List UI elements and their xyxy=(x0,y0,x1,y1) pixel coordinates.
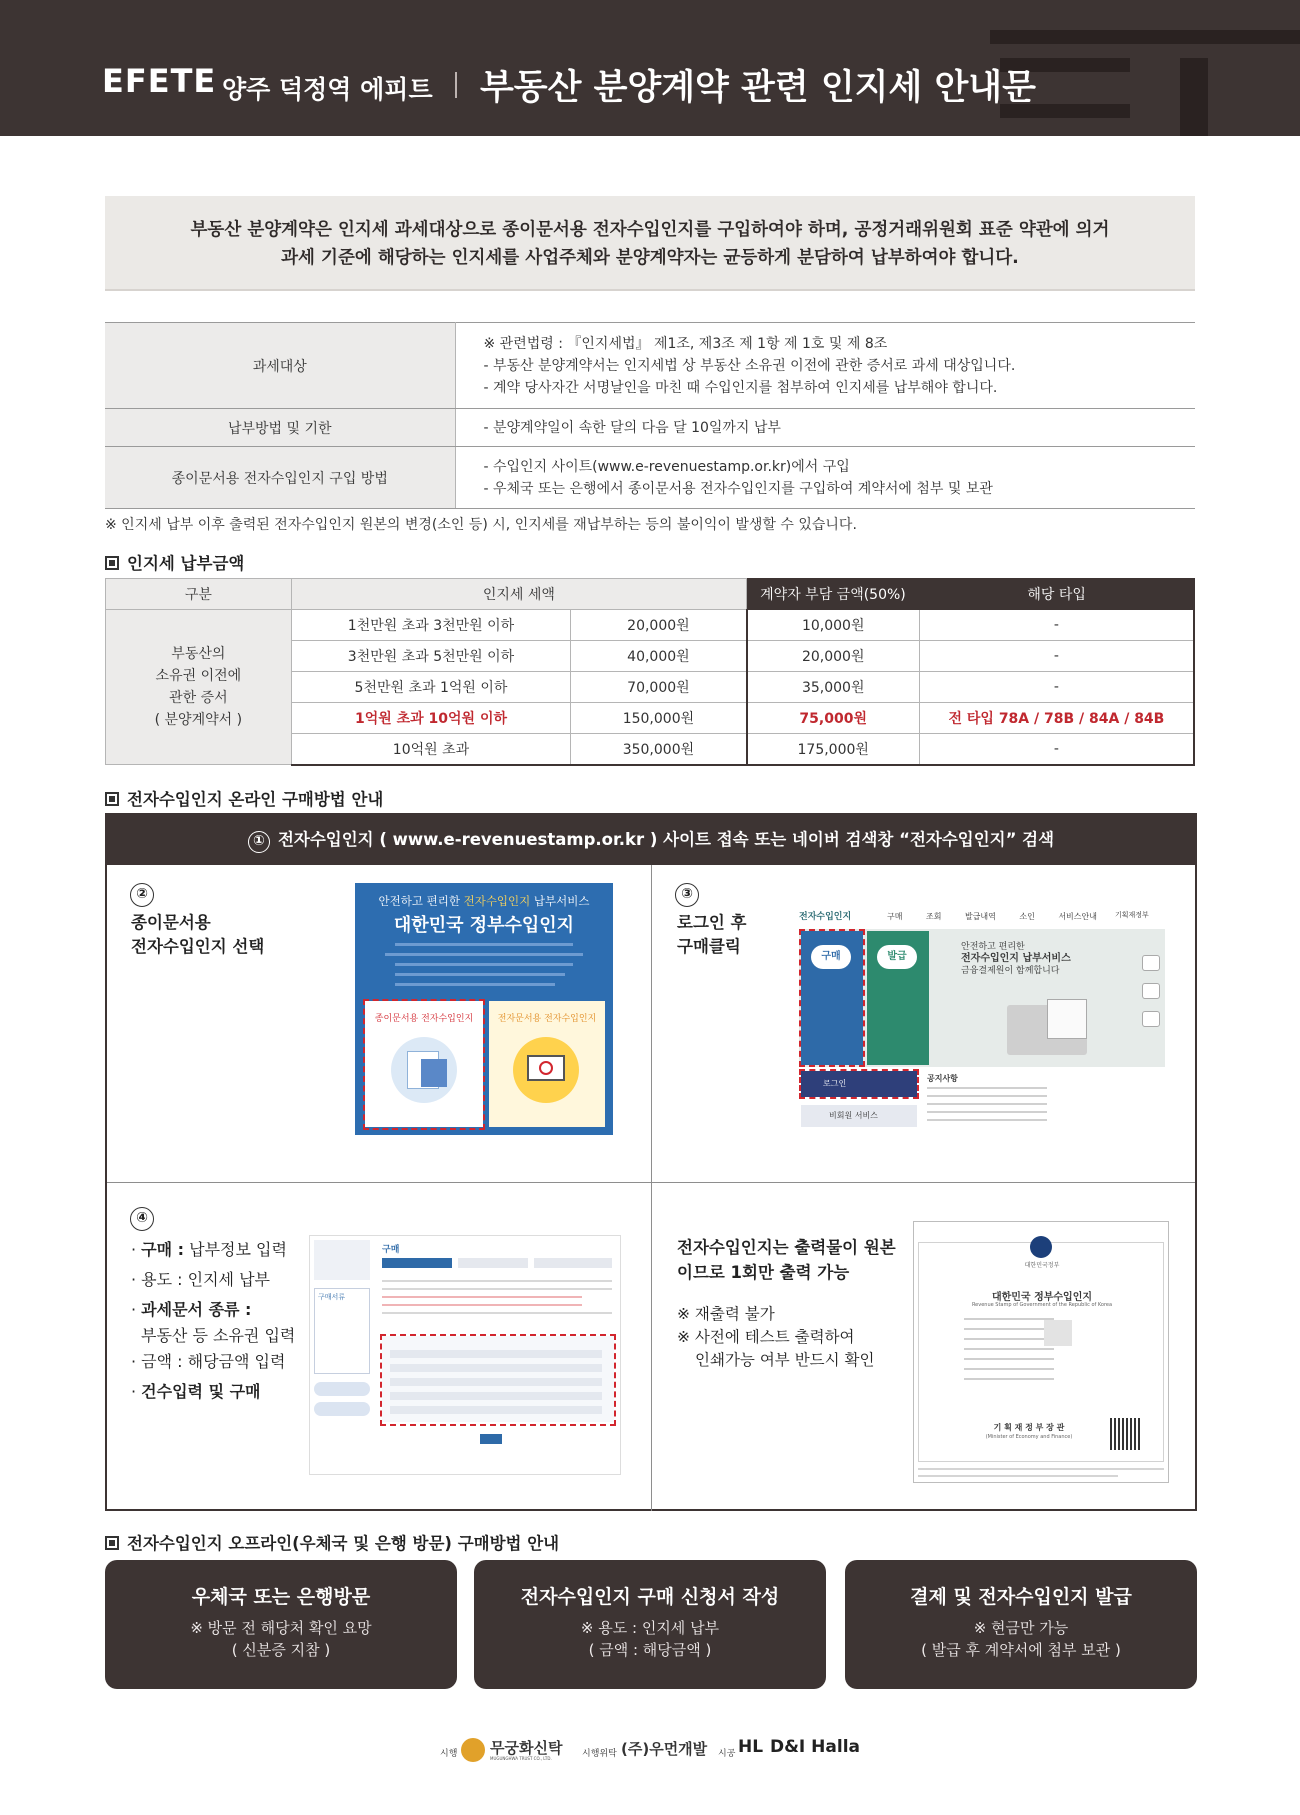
site-name: 전자수입인지 xyxy=(799,912,852,922)
step4-item: · 건수입력 및 구매 xyxy=(131,1382,261,1401)
info-row xyxy=(105,409,1195,447)
tax-category-line: ( 분양계약서 ) xyxy=(154,712,243,728)
applicable-type: - xyxy=(919,610,1194,641)
step3-text xyxy=(677,911,747,959)
footer-label: 시공 xyxy=(718,1749,736,1759)
certificate-subtitle: Revenue Stamp of Government of the Republic of Korea xyxy=(971,1302,1113,1308)
buyer-amount: 20,000원 xyxy=(747,641,920,672)
government-emblem-icon xyxy=(1030,1236,1052,1258)
checkbox-square-icon xyxy=(105,1536,119,1550)
footer-company: D&I Halla xyxy=(770,1737,861,1757)
tax-amount: 40,000원 xyxy=(571,641,747,672)
banner-text xyxy=(961,941,1071,977)
footer-company: (주)우먼개발 xyxy=(621,1740,708,1758)
panel-divider-horizontal xyxy=(107,1182,1195,1183)
brand-name-korean: 양주 덕정역 에피트 xyxy=(222,75,433,104)
print-notes xyxy=(677,1303,875,1372)
tax-category-line: 소유권 이전에 xyxy=(155,668,242,684)
form-step xyxy=(458,1258,528,1268)
text-placeholder-line xyxy=(964,1348,1054,1350)
text-placeholder-line xyxy=(927,1095,1047,1097)
tax-header-buyer: 계약자 부담 금액(50%) xyxy=(747,579,920,610)
offline-desc-line: ( 발급 후 계약서에 첨부 보관 ) xyxy=(921,1641,1121,1659)
text-placeholder-line xyxy=(964,1378,1054,1380)
tax-amount: 350,000원 xyxy=(571,734,747,765)
print-note-line: 인쇄가능 여부 반드시 확인 xyxy=(695,1351,875,1369)
qr-code-icon xyxy=(1110,1418,1142,1450)
nonmember-bar xyxy=(801,1105,917,1127)
text-placeholder-line xyxy=(964,1338,1054,1340)
intro-line: 부동산 분양계약은 인지세 과세대상으로 종이문서용 전자수입인지를 구입하여야 하며, 공정거래위원회 표준 약관에 의거 xyxy=(190,220,1110,240)
step4-value: 납부정보 입력 xyxy=(184,1240,287,1259)
step3-line: 로그인 후 xyxy=(677,913,747,932)
info-row xyxy=(105,323,1195,409)
form-side-box xyxy=(314,1240,370,1280)
print-warning-line: 전자수입인지는 출력물이 원본 xyxy=(677,1238,896,1257)
banner-line: 금융결제원이 함께합니다 xyxy=(961,966,1060,976)
quick-menu-icon xyxy=(1142,983,1160,999)
screenshot-purchase-form xyxy=(309,1235,621,1475)
footer-company: 무궁화신탁 xyxy=(490,1739,563,1757)
buyer-amount: 10,000원 xyxy=(747,610,920,641)
info-line: - 우체국 또는 은행에서 종이문서용 전자수입인지를 구입하여 계약서에 첨부 및 보관 xyxy=(483,480,993,497)
step4-item: · 금액 : 해당금액 입력 xyxy=(131,1352,286,1371)
offline-desc-line: ※ 방문 전 해당처 확인 요망 xyxy=(190,1619,372,1637)
text-placeholder-line xyxy=(964,1328,1054,1330)
tax-range: 5천만원 초과 1억원 이하 xyxy=(291,672,571,703)
online-guide-panel xyxy=(105,813,1197,1511)
tax-table xyxy=(105,578,1195,766)
step2-line: 종이문서용 xyxy=(131,913,211,932)
checkbox-square-icon xyxy=(105,556,119,570)
info-content xyxy=(455,323,1195,409)
text-placeholder-line xyxy=(918,1475,1118,1477)
tagline-text: 안전하고 편리한 xyxy=(378,894,464,908)
tax-category-line: 관한 증서 xyxy=(169,690,228,706)
card-label: 전자문서용 전자수입인지 xyxy=(497,1014,597,1024)
print-note-line: ※ 재출력 불가 xyxy=(677,1305,775,1323)
tax-range: 1억원 초과 10억원 이하 xyxy=(291,703,571,734)
stamp-illustration xyxy=(1047,999,1087,1039)
step4-value: 부동산 등 소유권 입력 xyxy=(141,1326,296,1345)
text-placeholder-line xyxy=(385,953,583,956)
form-submit-button xyxy=(480,1434,502,1444)
tax-range: 10억원 초과 xyxy=(291,734,571,765)
applicable-type: - xyxy=(919,734,1194,765)
info-line: - 분양계약일이 속한 달의 다음 달 10일까지 납부 xyxy=(483,419,781,436)
text-placeholder-line xyxy=(927,1119,1047,1121)
offline-desc-line: ( 신분증 지참 ) xyxy=(231,1641,331,1659)
info-line: - 수입인지 사이트(www.e-revenuestamp.or.kr)에서 구입 xyxy=(483,458,850,475)
text-placeholder-line xyxy=(382,1304,582,1306)
quick-menu-icon xyxy=(1142,1011,1160,1027)
text-placeholder-line xyxy=(927,1103,1047,1105)
print-warning xyxy=(677,1235,896,1285)
issue-button: 발급 xyxy=(877,945,917,969)
header-divider xyxy=(455,72,457,98)
info-label: 과세대상 xyxy=(105,323,455,409)
applicable-type: 전 타입 78A / 78B / 84A / 84B xyxy=(919,703,1194,734)
text-placeholder-line xyxy=(395,983,555,986)
section-heading-text: 전자수입인지 온라인 구매방법 안내 xyxy=(127,790,384,809)
form-step xyxy=(534,1258,612,1268)
offline-step-desc xyxy=(474,1617,826,1661)
highlight-paper-stamp xyxy=(363,999,485,1130)
tax-range: 3천만원 초과 5천만원 이하 xyxy=(291,641,571,672)
intro-line: 과세 기준에 해당하는 인지세를 사업주체와 분양계약자는 균등하게 분담하여 납부하여야 합니다. xyxy=(281,248,1019,268)
ministry-label: 기획재정부 xyxy=(1115,911,1149,919)
certificate-title: 대한민국 정부수입인지 xyxy=(991,1292,1093,1303)
offline-step-card xyxy=(474,1560,826,1689)
page-title: 부동산 분양계약 관련 인지세 안내문 xyxy=(480,68,1036,108)
nav-item: 구매 xyxy=(887,912,903,921)
buyer-amount: 75,000원 xyxy=(747,703,920,734)
info-content xyxy=(455,447,1195,509)
checkbox-square-icon xyxy=(105,792,119,806)
step4-item: · 과세문서 종류 : xyxy=(131,1300,252,1319)
section-heading-text: 전자수입인지 오프라인(우체국 및 은행 방문) 구매방법 안내 xyxy=(127,1534,560,1553)
step4-list xyxy=(131,1235,295,1407)
panel-divider-vertical xyxy=(651,865,652,1511)
step4-item: · 구매 : 납부정보 입력 xyxy=(131,1240,287,1259)
print-warning-line: 이므로 1회만 출력 가능 xyxy=(677,1263,850,1282)
text-placeholder-line xyxy=(927,1111,1047,1113)
info-line: - 부동산 분양계약서는 인지세법 상 부동산 소유권 이전에 관한 증서로 과세 대상입니다. xyxy=(483,357,1016,374)
intro-box xyxy=(105,196,1195,291)
step-number: ② xyxy=(130,883,154,907)
highlight-input-grid xyxy=(380,1334,616,1426)
page-header xyxy=(0,0,1300,136)
brand-logo-text: EFETE xyxy=(102,62,217,100)
tax-row xyxy=(106,610,1195,641)
offline-step-card xyxy=(105,1560,457,1689)
brand-graphic-bar xyxy=(990,30,1300,44)
applicable-type: - xyxy=(919,672,1194,703)
step4-value: 용도 : 인지세 납부 xyxy=(141,1270,271,1289)
step4-key: 건수입력 및 구매 xyxy=(141,1382,261,1401)
text-placeholder-line xyxy=(395,973,565,976)
seal-mark xyxy=(539,1061,553,1075)
buyer-amount: 175,000원 xyxy=(747,734,920,765)
tax-amount: 150,000원 xyxy=(571,703,747,734)
side-menu-title: 구매서류 xyxy=(318,1293,346,1301)
nav-item: 소인 xyxy=(1019,912,1035,921)
info-line: ※ 관련법령 : 『인지세법』 제1조, 제3조 제 1항 제 1호 및 제 8조 xyxy=(483,335,888,352)
step-number: ① xyxy=(248,831,270,853)
footer-credits xyxy=(0,1736,1300,1766)
tax-category-cell xyxy=(106,610,292,765)
tax-header-tax: 인지세 세액 xyxy=(291,579,746,610)
offline-desc-line: ( 금액 : 해당금액 ) xyxy=(588,1641,712,1659)
step2-text xyxy=(131,911,264,959)
screenshot-login-buy xyxy=(797,905,1169,1139)
tax-header-type: 해당 타입 xyxy=(919,579,1194,610)
card-label: 종이문서용 전자수입인지 xyxy=(374,1014,474,1024)
screenshot-stamp-certificate xyxy=(913,1221,1169,1483)
certificate-org: 대한민국정부 xyxy=(1024,1262,1060,1269)
text-placeholder-line xyxy=(382,1312,612,1314)
nav-item: 서비스안내 xyxy=(1058,912,1097,921)
offline-step-title: 결제 및 전자수입인지 발급 xyxy=(910,1586,1132,1608)
text-placeholder-line xyxy=(918,1468,1164,1470)
footer-label: 시행위탁 xyxy=(582,1749,617,1759)
info-table xyxy=(105,322,1195,509)
login-button: 로그인 xyxy=(823,1079,847,1088)
tagline-text: 납부서비스 xyxy=(530,894,590,908)
step3-line: 구매클릭 xyxy=(677,937,741,956)
offline-step-title: 전자수입인지 구매 신청서 작성 xyxy=(520,1586,780,1608)
tax-header-row xyxy=(106,579,1195,610)
step4-key: 구매 : xyxy=(141,1240,185,1259)
offline-step-title: 우체국 또는 은행방문 xyxy=(191,1586,371,1608)
step4-item xyxy=(131,1325,295,1347)
info-line: - 계약 당사자간 서명날인을 마친 때 수입인지를 첨부하여 인지세를 납부해야 합니다. xyxy=(483,379,998,396)
buyer-amount: 35,000원 xyxy=(747,672,920,703)
notice-heading: 공지사항 xyxy=(927,1074,958,1083)
tax-category-line: 부동산의 xyxy=(171,646,226,662)
side-button xyxy=(314,1382,370,1396)
offline-step-card xyxy=(845,1560,1197,1689)
tax-amount: 20,000원 xyxy=(571,610,747,641)
text-placeholder-line xyxy=(382,1296,582,1298)
info-label: 종이문서용 전자수입인지 구입 방법 xyxy=(105,447,455,509)
text-placeholder-line xyxy=(395,963,573,966)
hl-logo-mark: HL xyxy=(738,1737,764,1757)
text-placeholder-line xyxy=(382,1280,612,1282)
brand-graphic-bar xyxy=(1180,58,1208,136)
laptop-icon xyxy=(513,1037,579,1103)
issue-panel xyxy=(867,931,929,1065)
form-side-menu xyxy=(314,1288,370,1374)
text-placeholder-line xyxy=(964,1368,1054,1370)
card-electronic-stamp xyxy=(489,1001,605,1127)
info-label: 납부방법 및 기한 xyxy=(105,409,455,447)
notice-text: ※ 인지세 납부 이후 출력된 전자수입인지 원본의 변경(소인 등) 시, 인지세를 재납부하는 등의 불이익이 발생할 수 있습니다. xyxy=(105,517,857,533)
step1-text: 전자수입인지 ( www.e-revenuestamp.or.kr ) 사이트 접속 또는 네이버 검색창 “전자수입인지” 검색 xyxy=(277,830,1055,849)
form-title: 구매 xyxy=(382,1245,400,1255)
step-number: ③ xyxy=(675,883,699,907)
highlight-buy-button xyxy=(799,929,865,1067)
applicable-type: - xyxy=(919,641,1194,672)
step2-line: 전자수입인지 선택 xyxy=(131,937,265,956)
offline-step-desc xyxy=(105,1617,457,1661)
certificate-signer-en: (Minister of Economy and Finance) xyxy=(985,1434,1073,1440)
form-step-active xyxy=(382,1258,452,1268)
tax-amount: 70,000원 xyxy=(571,672,747,703)
quick-menu-icon xyxy=(1142,955,1160,971)
text-placeholder-line xyxy=(382,1288,612,1290)
step4-value: 금액 : 해당금액 입력 xyxy=(141,1352,286,1371)
tax-range: 1천만원 초과 3천만원 이하 xyxy=(291,610,571,641)
site-tagline xyxy=(355,893,613,909)
nav-item: 발급내역 xyxy=(964,912,996,921)
banner-line: 안전하고 편리한 xyxy=(961,942,1025,952)
nonmember-link: 비회원 서비스 xyxy=(829,1111,878,1120)
offline-step-desc xyxy=(845,1617,1197,1661)
section-heading xyxy=(105,1530,559,1554)
footer-label: 시행 xyxy=(440,1749,458,1759)
tax-header-category: 구분 xyxy=(106,579,292,610)
footer-company-en: MUGUNGHWA TRUST CO., LTD. xyxy=(490,1756,552,1761)
text-placeholder-line xyxy=(964,1358,1054,1360)
section-heading xyxy=(105,550,244,574)
offline-desc-line: ※ 용도 : 인지세 납부 xyxy=(580,1619,720,1637)
highlight-login xyxy=(799,1069,919,1099)
offline-desc-line: ※ 현금만 가능 xyxy=(973,1619,1069,1637)
info-row xyxy=(105,447,1195,509)
text-placeholder-line xyxy=(395,943,573,946)
section-heading xyxy=(105,786,383,810)
tagline-highlight: 전자수입인지 xyxy=(463,894,531,908)
text-placeholder-line xyxy=(964,1318,1054,1320)
section-heading-text: 인지세 납부금액 xyxy=(127,554,245,573)
side-button xyxy=(314,1402,370,1416)
step1-banner xyxy=(107,815,1195,865)
certificate-signer: 기 획 재 정 부 장 관 xyxy=(993,1423,1065,1432)
text-placeholder-line xyxy=(927,1087,1047,1089)
step4-item: · 용도 : 인지세 납부 xyxy=(131,1270,271,1289)
watermark-shape xyxy=(1044,1320,1072,1346)
site-nav xyxy=(887,911,1097,922)
step4-key: 과세문서 종류 : xyxy=(141,1300,252,1319)
step-number: ④ xyxy=(130,1207,154,1231)
screenshot-paper-stamp-select xyxy=(355,883,613,1135)
nav-item: 조회 xyxy=(925,912,942,921)
print-note-line: ※ 사전에 테스트 출력하여 xyxy=(677,1328,855,1346)
banner-line: 전자수입인지 납부서비스 xyxy=(961,953,1071,964)
buy-button: 구매 xyxy=(811,945,851,969)
mugunghwa-logo-icon xyxy=(461,1738,485,1762)
site-heading: 대한민국 정부수입인지 xyxy=(393,915,575,936)
info-content xyxy=(455,409,1195,447)
